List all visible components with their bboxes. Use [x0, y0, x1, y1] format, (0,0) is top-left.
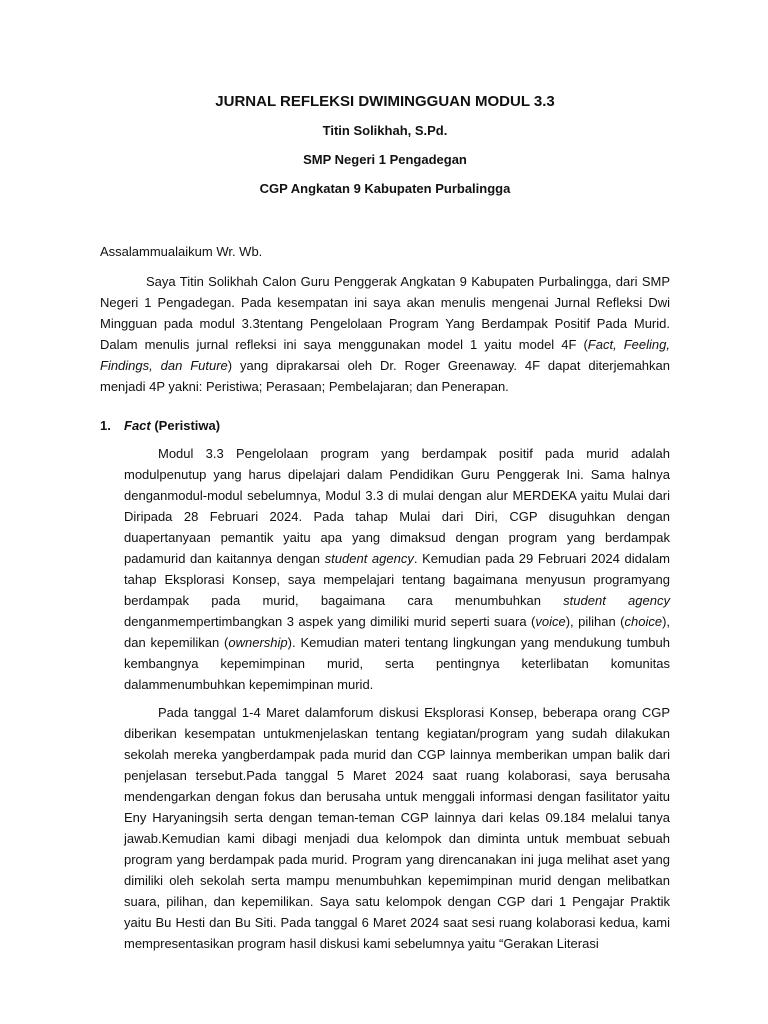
section-title	[124, 415, 220, 436]
para1-emphasis-4: choice	[624, 614, 663, 629]
section-title-rest: (Peristiwa)	[150, 418, 221, 433]
paragraph-gap	[124, 695, 670, 702]
para1-text-4: ), pilihan (	[565, 614, 625, 629]
cohort-name: CGP Angkatan 9 Kabupaten Purbalingga	[259, 181, 511, 196]
intro-text-1: Saya Titin Solikhah Calon Guru Penggerak Angkatan 9 Kabupaten Purbalingga, dari SMP Negeri 1 Pengadegan. Pada kesempatan ini saya akan menulis mengenai Jurnal Refleksi Dwi Mingguan pada modul 3.3tentang Pengelolaan Program Yang Berdampak Positif Pada Murid. Dalam menulis jurnal refleksi ini saya menggunakan model 1 yaitu model 4F (	[100, 274, 670, 352]
para1-text-2: . Kemudian pada 29 Februari 2024 didalam tahap Eksplorasi Konsep, saya mempelajari tentang bagaimana menyusun programyang berdampak pada murid, bagaimana cara menumbuhkan	[124, 551, 670, 608]
para1-emphasis-2: student agency	[563, 593, 670, 608]
para1-emphasis-1: student agency	[324, 551, 414, 566]
para1-text-6: ). Kemudian materi tentang lingkungan yang mendukung tumbuh kembangnya kepemimpinan murid, serta pentingnya keterlibatan komunitas dalammenumbuhkan kepemimpinan murid.	[124, 635, 670, 692]
intro-emphasis: Fact, Feeling, Findings, dan Future	[100, 337, 670, 373]
section-number: 1.	[100, 418, 111, 433]
intro-paragraph	[100, 271, 670, 397]
para1-emphasis-3: voice	[535, 614, 566, 629]
author-name: Titin Solikhah, S.Pd.	[322, 123, 448, 138]
school-name: SMP Negeri 1 Pengadegan	[303, 152, 467, 167]
document-header	[100, 92, 670, 198]
section-title-emphasis: Fact	[124, 418, 151, 433]
intro-text-2: ) yang diprakarsai oleh Dr. Roger Greenaway. 4F dapat diterjemahkan menjadi 4P yakni: Peristiwa; Perasaan; Pembelajaran; dan Penerapan.	[100, 358, 670, 394]
section-paragraph-1	[124, 443, 670, 695]
para1-emphasis-5: ownership	[228, 635, 288, 650]
para1-text-3: denganmempertimbangkan 3 aspek yang dimiliki murid seperti suara (	[124, 614, 536, 629]
section-heading	[100, 415, 670, 436]
document-title: JURNAL REFLEKSI DWIMINGGUAN MODUL 3.3	[215, 93, 555, 110]
section-paragraph-2: Pada tanggal 1-4 Maret dalamforum diskusi Eksplorasi Konsep, beberapa orang CGP diberikan kesempatan untukmenjelaskan tentang kegiatan/program yang sudah dilakukan sekolah mereka yangberdampak pada murid dan CGP lainnya memberikan umpan balik dari penjelasan tersebut.Pada tanggal 5 Maret 2024 saat ruang kolaborasi, saya berusaha mendengarkan dengan fokus dan berusaha untuk menggali informasi dengan fasilitator yaitu Eny Haryaningsih serta dengan teman-teman CGP lainnya dari kelas 09.184 melalui tanya jawab.Kemudian kami dibagi menjadi dua kelompok dan diminta untuk membuat sebuah program yang berdampak pada murid. Program yang direncanakan ini juga melihat aset yang dimiliki oleh sekolah serta mampu menumbuhkan kepemimpinan murid dengan melibatkan suara, pilihan, dan kepemilikan. Saya satu kelompok dengan CGP dari 1 Pengajar Praktik yaitu Bu Hesti dan Bu Siti. Pada tanggal 6 Maret 2024 saat sesi ruang kolaborasi kedua, kami mempresentasikan program hasil diskusi kami sebelumnya yaitu “Gerakan Literasi	[124, 705, 670, 951]
section-body	[100, 443, 670, 954]
para1-text-1: Modul 3.3 Pengelolaan program yang berdampak positif pada murid adalah modulpenutup yang harus dipelajari dalam Pendidikan Guru Penggerak Ini. Sama halnya denganmodul-modul sebelumnya, Modul 3.3 di mulai dengan alur MERDEKA yaitu Mulai dari Diripada 28 Februari 2024. Pada tahap Mulai dari Diri, CGP disuguhkan dengan duapertanyaan pemantik yaitu apa yang dimaksud dengan program yang berdampak padamurid dan kaitannya dengan	[124, 446, 670, 566]
greeting: Assalammualaikum Wr. Wb.	[100, 244, 263, 259]
para1-text-5: ), dan kepemilikan (	[124, 614, 671, 650]
